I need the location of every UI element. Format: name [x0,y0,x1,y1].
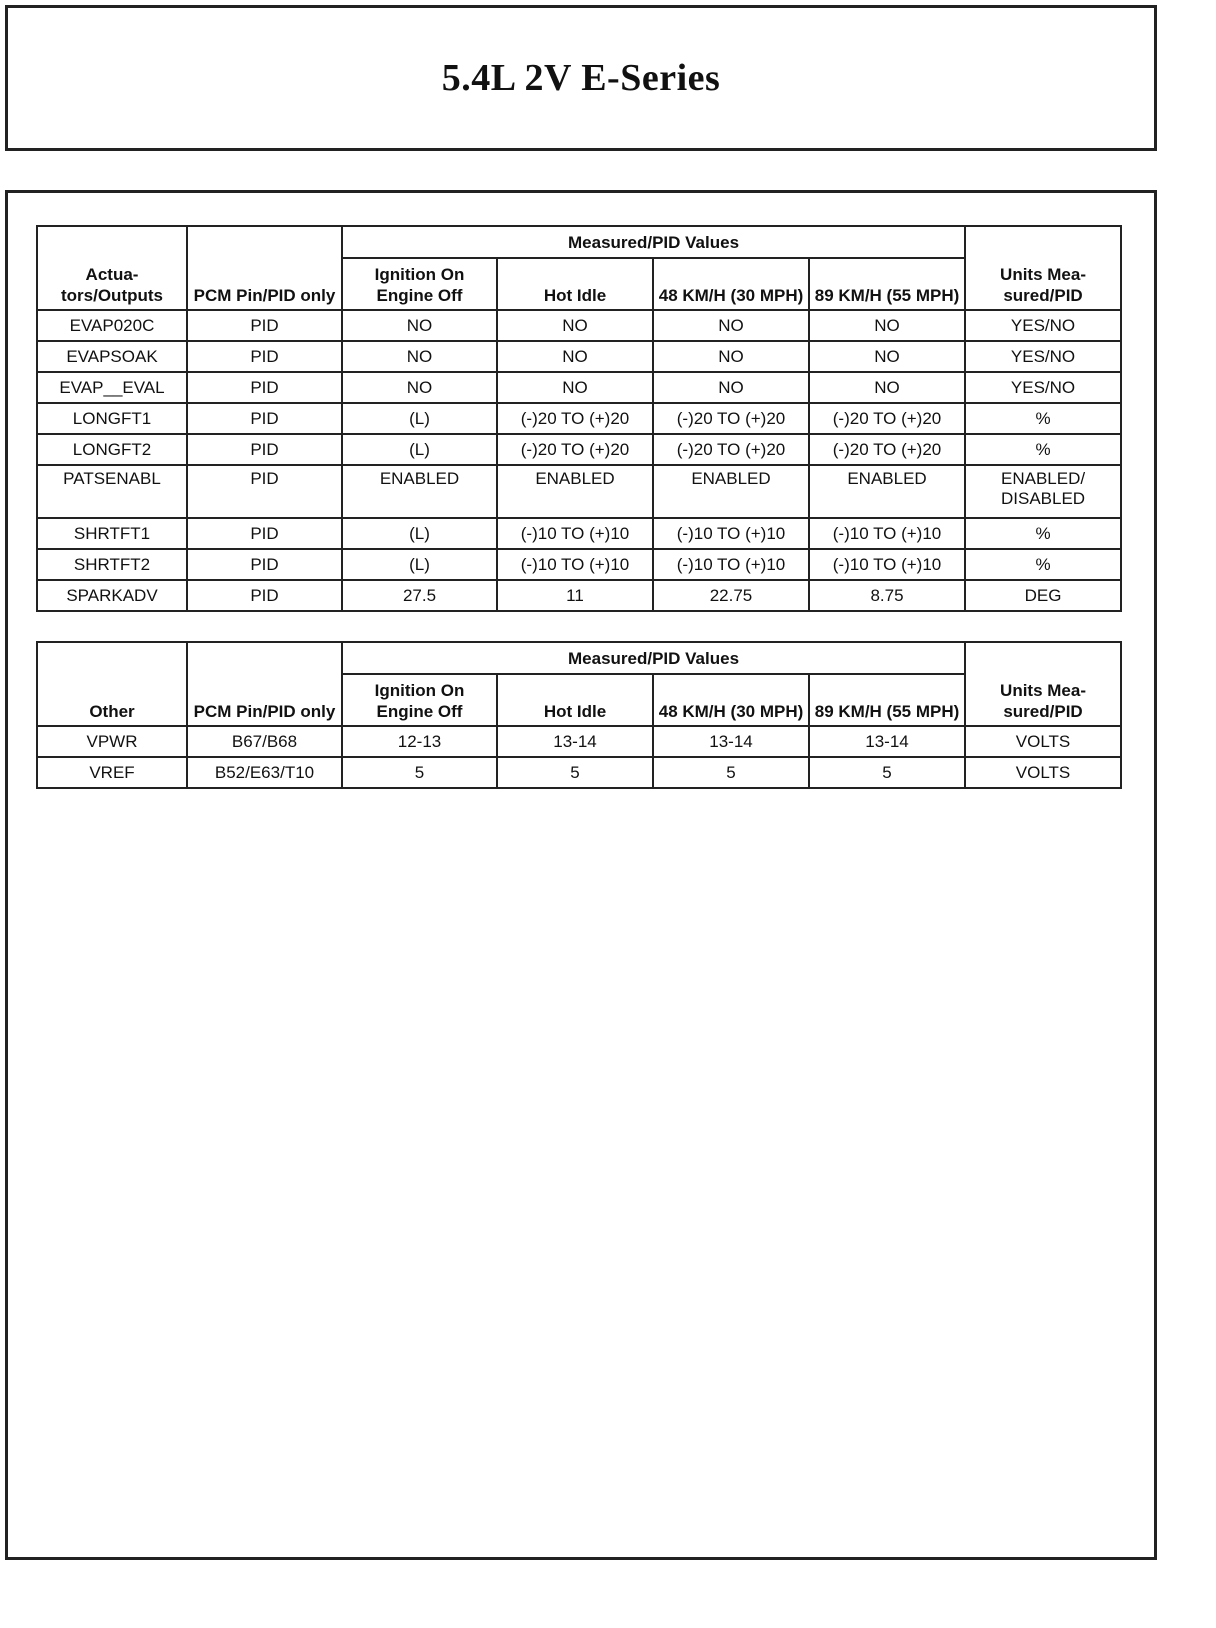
table-row [37,310,1121,341]
pin-cell: PID [187,465,342,518]
title-box [5,5,1157,151]
name-cell: LONGFT1 [37,403,187,434]
name-cell: EVAPSOAK [37,341,187,372]
table-row [37,757,1121,788]
89kmh-cell: NO [809,341,965,372]
header-units: Units Mea-sured/PID [965,226,1121,310]
ignition-on-cell: (L) [342,549,497,580]
header-ignition-on: Ignition On Engine Off [342,258,497,310]
units-cell: DEG [965,580,1121,611]
89kmh-cell: (-)20 TO (+)20 [809,434,965,465]
header-ignition-on: Ignition On Engine Off [342,674,497,726]
name-cell: VREF [37,757,187,788]
units-cell: % [965,518,1121,549]
units-cell: % [965,549,1121,580]
ignition-on-cell: (L) [342,434,497,465]
89kmh-cell: ENABLED [809,465,965,518]
header-pcm-pin: PCM Pin/PID only [187,226,342,310]
other-table-body [37,726,1121,788]
hot-idle-cell: (-)10 TO (+)10 [497,518,653,549]
header-89kmh: 89 KM/H (55 MPH) [809,674,965,726]
units-cell: ENABLED/ DISABLED [965,465,1121,518]
table-row [37,434,1121,465]
table-row [37,518,1121,549]
header-pcm-pin: PCM Pin/PID only [187,642,342,726]
header-hot-idle: Hot Idle [497,674,653,726]
header-48kmh: 48 KM/H (30 MPH) [653,674,809,726]
48kmh-cell: NO [653,341,809,372]
ignition-on-cell: 27.5 [342,580,497,611]
name-cell: SHRTFT2 [37,549,187,580]
table-row [37,465,1121,518]
name-cell: SHRTFT1 [37,518,187,549]
header-89kmh: 89 KM/H (55 MPH) [809,258,965,310]
hot-idle-cell: (-)10 TO (+)10 [497,549,653,580]
hot-idle-cell: (-)20 TO (+)20 [497,434,653,465]
89kmh-cell: NO [809,372,965,403]
header-measured-values: Measured/PID Values [342,642,965,674]
actuators-table-body [37,310,1121,611]
name-cell: VPWR [37,726,187,757]
pin-cell: PID [187,372,342,403]
48kmh-cell: ENABLED [653,465,809,518]
ignition-on-cell: 12-13 [342,726,497,757]
page-title: 5.4L 2V E-Series [441,57,721,99]
48kmh-cell: (-)20 TO (+)20 [653,403,809,434]
other-table [36,641,1122,789]
name-cell: EVAP020C [37,310,187,341]
48kmh-cell: 22.75 [653,580,809,611]
actuators-table [36,225,1122,612]
ignition-on-cell: NO [342,310,497,341]
units-cell: YES/NO [965,310,1121,341]
table-row [37,549,1121,580]
units-cell: % [965,403,1121,434]
89kmh-cell: (-)10 TO (+)10 [809,518,965,549]
pin-cell: PID [187,580,342,611]
pin-cell: PID [187,434,342,465]
pin-cell: PID [187,518,342,549]
header-other: Other [37,642,187,726]
name-cell: PATSENABL [37,465,187,518]
units-cell: YES/NO [965,372,1121,403]
table-row [37,341,1121,372]
ignition-on-cell: NO [342,341,497,372]
hot-idle-cell: NO [497,310,653,341]
48kmh-cell: (-)10 TO (+)10 [653,549,809,580]
89kmh-cell: 13-14 [809,726,965,757]
name-cell: LONGFT2 [37,434,187,465]
89kmh-cell: (-)10 TO (+)10 [809,549,965,580]
units-cell: VOLTS [965,726,1121,757]
hot-idle-cell: NO [497,341,653,372]
units-cell: % [965,434,1121,465]
header-hot-idle: Hot Idle [497,258,653,310]
header-48kmh: 48 KM/H (30 MPH) [653,258,809,310]
name-cell: SPARKADV [37,580,187,611]
pin-cell: B67/B68 [187,726,342,757]
pin-cell: PID [187,403,342,434]
ignition-on-cell: (L) [342,518,497,549]
hot-idle-cell: NO [497,372,653,403]
table-row [37,403,1121,434]
header-measured-values: Measured/PID Values [342,226,965,258]
hot-idle-cell: 11 [497,580,653,611]
89kmh-cell: 8.75 [809,580,965,611]
header-actuators: Actua-tors/Outputs [37,226,187,310]
table-row [37,580,1121,611]
89kmh-cell: NO [809,310,965,341]
pin-cell: PID [187,310,342,341]
89kmh-cell: 5 [809,757,965,788]
table-row [37,726,1121,757]
header-units: Units Mea-sured/PID [965,642,1121,726]
name-cell: EVAP__EVAL [37,372,187,403]
content-box [5,190,1157,1560]
48kmh-cell: NO [653,310,809,341]
ignition-on-cell: 5 [342,757,497,788]
pin-cell: PID [187,341,342,372]
89kmh-cell: (-)20 TO (+)20 [809,403,965,434]
pin-cell: PID [187,549,342,580]
units-cell: VOLTS [965,757,1121,788]
hot-idle-cell: ENABLED [497,465,653,518]
48kmh-cell: (-)20 TO (+)20 [653,434,809,465]
ignition-on-cell: (L) [342,403,497,434]
units-cell: YES/NO [965,341,1121,372]
hot-idle-cell: 5 [497,757,653,788]
48kmh-cell: 13-14 [653,726,809,757]
table-row [37,372,1121,403]
48kmh-cell: (-)10 TO (+)10 [653,518,809,549]
48kmh-cell: NO [653,372,809,403]
ignition-on-cell: NO [342,372,497,403]
pin-cell: B52/E63/T10 [187,757,342,788]
hot-idle-cell: (-)20 TO (+)20 [497,403,653,434]
ignition-on-cell: ENABLED [342,465,497,518]
48kmh-cell: 5 [653,757,809,788]
hot-idle-cell: 13-14 [497,726,653,757]
